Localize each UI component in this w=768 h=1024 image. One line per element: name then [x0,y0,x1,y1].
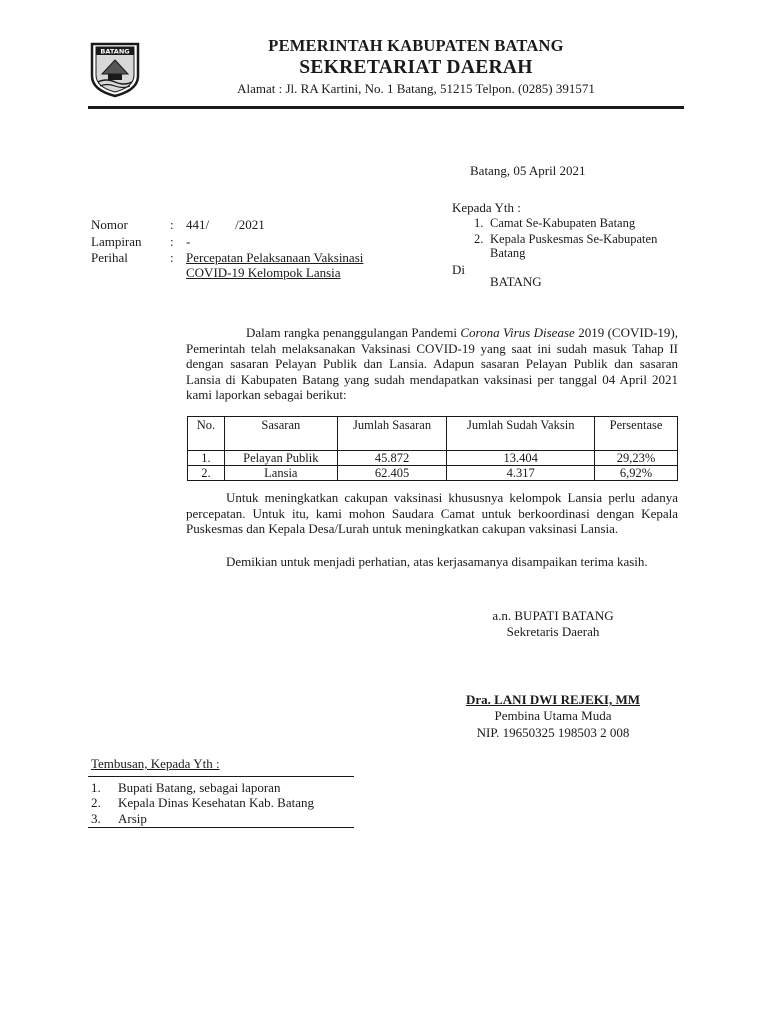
cc-item: Bupati Batang, sebagai laporan [118,780,281,795]
signature-rank: Pembina Utama Muda [494,708,612,723]
signature-nip: NIP. 19650325 198503 2 008 [476,725,630,740]
table-cell: 1. [188,451,225,466]
recipient-heading: Kepada Yth : [452,200,521,215]
body-paragraph-3: Demikian untuk menjadi perhatian, atas kerjasamanya disampaikan terima kasih. [226,554,648,569]
recipient-place: BATANG [490,274,542,289]
table-header-cell: Persentase [595,417,678,451]
recipient-item-number: 1. [474,216,484,230]
recipient-di: Di [452,262,465,277]
table-cell: Lansia [224,466,337,481]
cc-item-number: 2. [91,795,101,810]
body-text: Dalam rangka penanggulangan Pandemi [246,325,461,340]
table-header-cell: Sasaran [224,417,337,451]
perihal-line-2: COVID-19 Kelompok Lansia [186,265,341,280]
table-cell: 6,92% [595,466,678,481]
regency-crest-logo [88,40,142,98]
letterhead-address: Alamat : Jl. RA Kartini, No. 1 Batang, 51215 Telpon. (0285) 391571 [237,81,595,96]
cc-item-number: 1. [91,780,101,795]
letterhead-divider [88,106,684,109]
body-text: 2019 (COVID-19), Pemerintah telah melaksanakan Vaksinasi COVID-19 yang saat ini sudah masuk Tahap II dengan sasaran Pelayan Publik dan Lansia. Adapun sasaran Pelayan Publik dan sasaran Lansia di Kabupaten Batang yang sudah mendapatkan vaksinasi per tanggal 04 April 2021 kami laporkan sebagai berikut: [186,325,678,403]
vaccination-table [187,416,678,481]
table-cell: 4.317 [447,466,595,481]
signature-name: Dra. LANI DWI REJEKI, MM [465,692,641,707]
lampiran-colon: : [170,234,174,249]
cc-divider [88,827,354,828]
perihal-label: Perihal [91,250,128,265]
table-header-cell: Jumlah Sudah Vaksin [447,417,595,451]
table-cell: 29,23% [595,451,678,466]
perihal-line-1: Percepatan Pelaksanaan Vaksinasi [186,250,364,265]
body-italic-term: Corona Virus Disease [460,325,575,340]
body-paragraph-2: Untuk meningkatkan cakupan vaksinasi khususnya kelompok Lansia perlu adanya percepatan. Untuk itu, kami mohon Saudara Camat untuk berkoordinasi dengan Kepala Puskesmas dan Kepala Desa/Lurah untuk meningkatkan cakupan vaksinasi Lansia. [186,490,678,537]
recipient-item-continuation: Batang [490,246,526,260]
letterhead-office: SEKRETARIAT DAERAH [299,57,533,78]
table-cell: 45.872 [337,451,447,466]
table-cell: 13.404 [447,451,595,466]
table-row [188,451,678,466]
table-cell: Pelayan Publik [224,451,337,466]
signature-on-behalf: a.n. BUPATI BATANG [492,608,614,623]
cc-divider [88,776,354,777]
cc-heading: Tembusan, Kepada Yth : [91,756,220,771]
table-cell: 62.405 [337,466,447,481]
cc-item: Kepala Dinas Kesehatan Kab. Batang [118,795,315,810]
body-paragraph-1 [186,325,678,403]
cc-item-number: 3. [91,811,101,826]
table-header-cell: Jumlah Sasaran [337,417,447,451]
cc-item: Arsip [118,811,147,826]
svg-text:BATANG: BATANG [100,47,130,56]
table-header-cell: No. [188,417,225,451]
table-row [188,466,678,481]
nomor-value: 441/ /2021 [186,217,265,232]
table-cell: 2. [188,466,225,481]
recipient-item: Camat Se-Kabupaten Batang [490,216,636,230]
letter-date: Batang, 05 April 2021 [470,163,586,178]
table-header-row [188,417,678,451]
perihal-colon: : [170,250,174,265]
nomor-colon: : [170,217,174,232]
lampiran-label: Lampiran [91,234,142,249]
recipient-item: Kepala Puskesmas Se-Kabupaten [490,232,658,246]
lampiran-value: - [186,234,191,249]
nomor-label: Nomor [91,217,128,232]
recipient-item-number: 2. [474,232,484,246]
letterhead-government: PEMERINTAH KABUPATEN BATANG [268,36,564,55]
signature-role: Sekretaris Daerah [506,624,600,639]
